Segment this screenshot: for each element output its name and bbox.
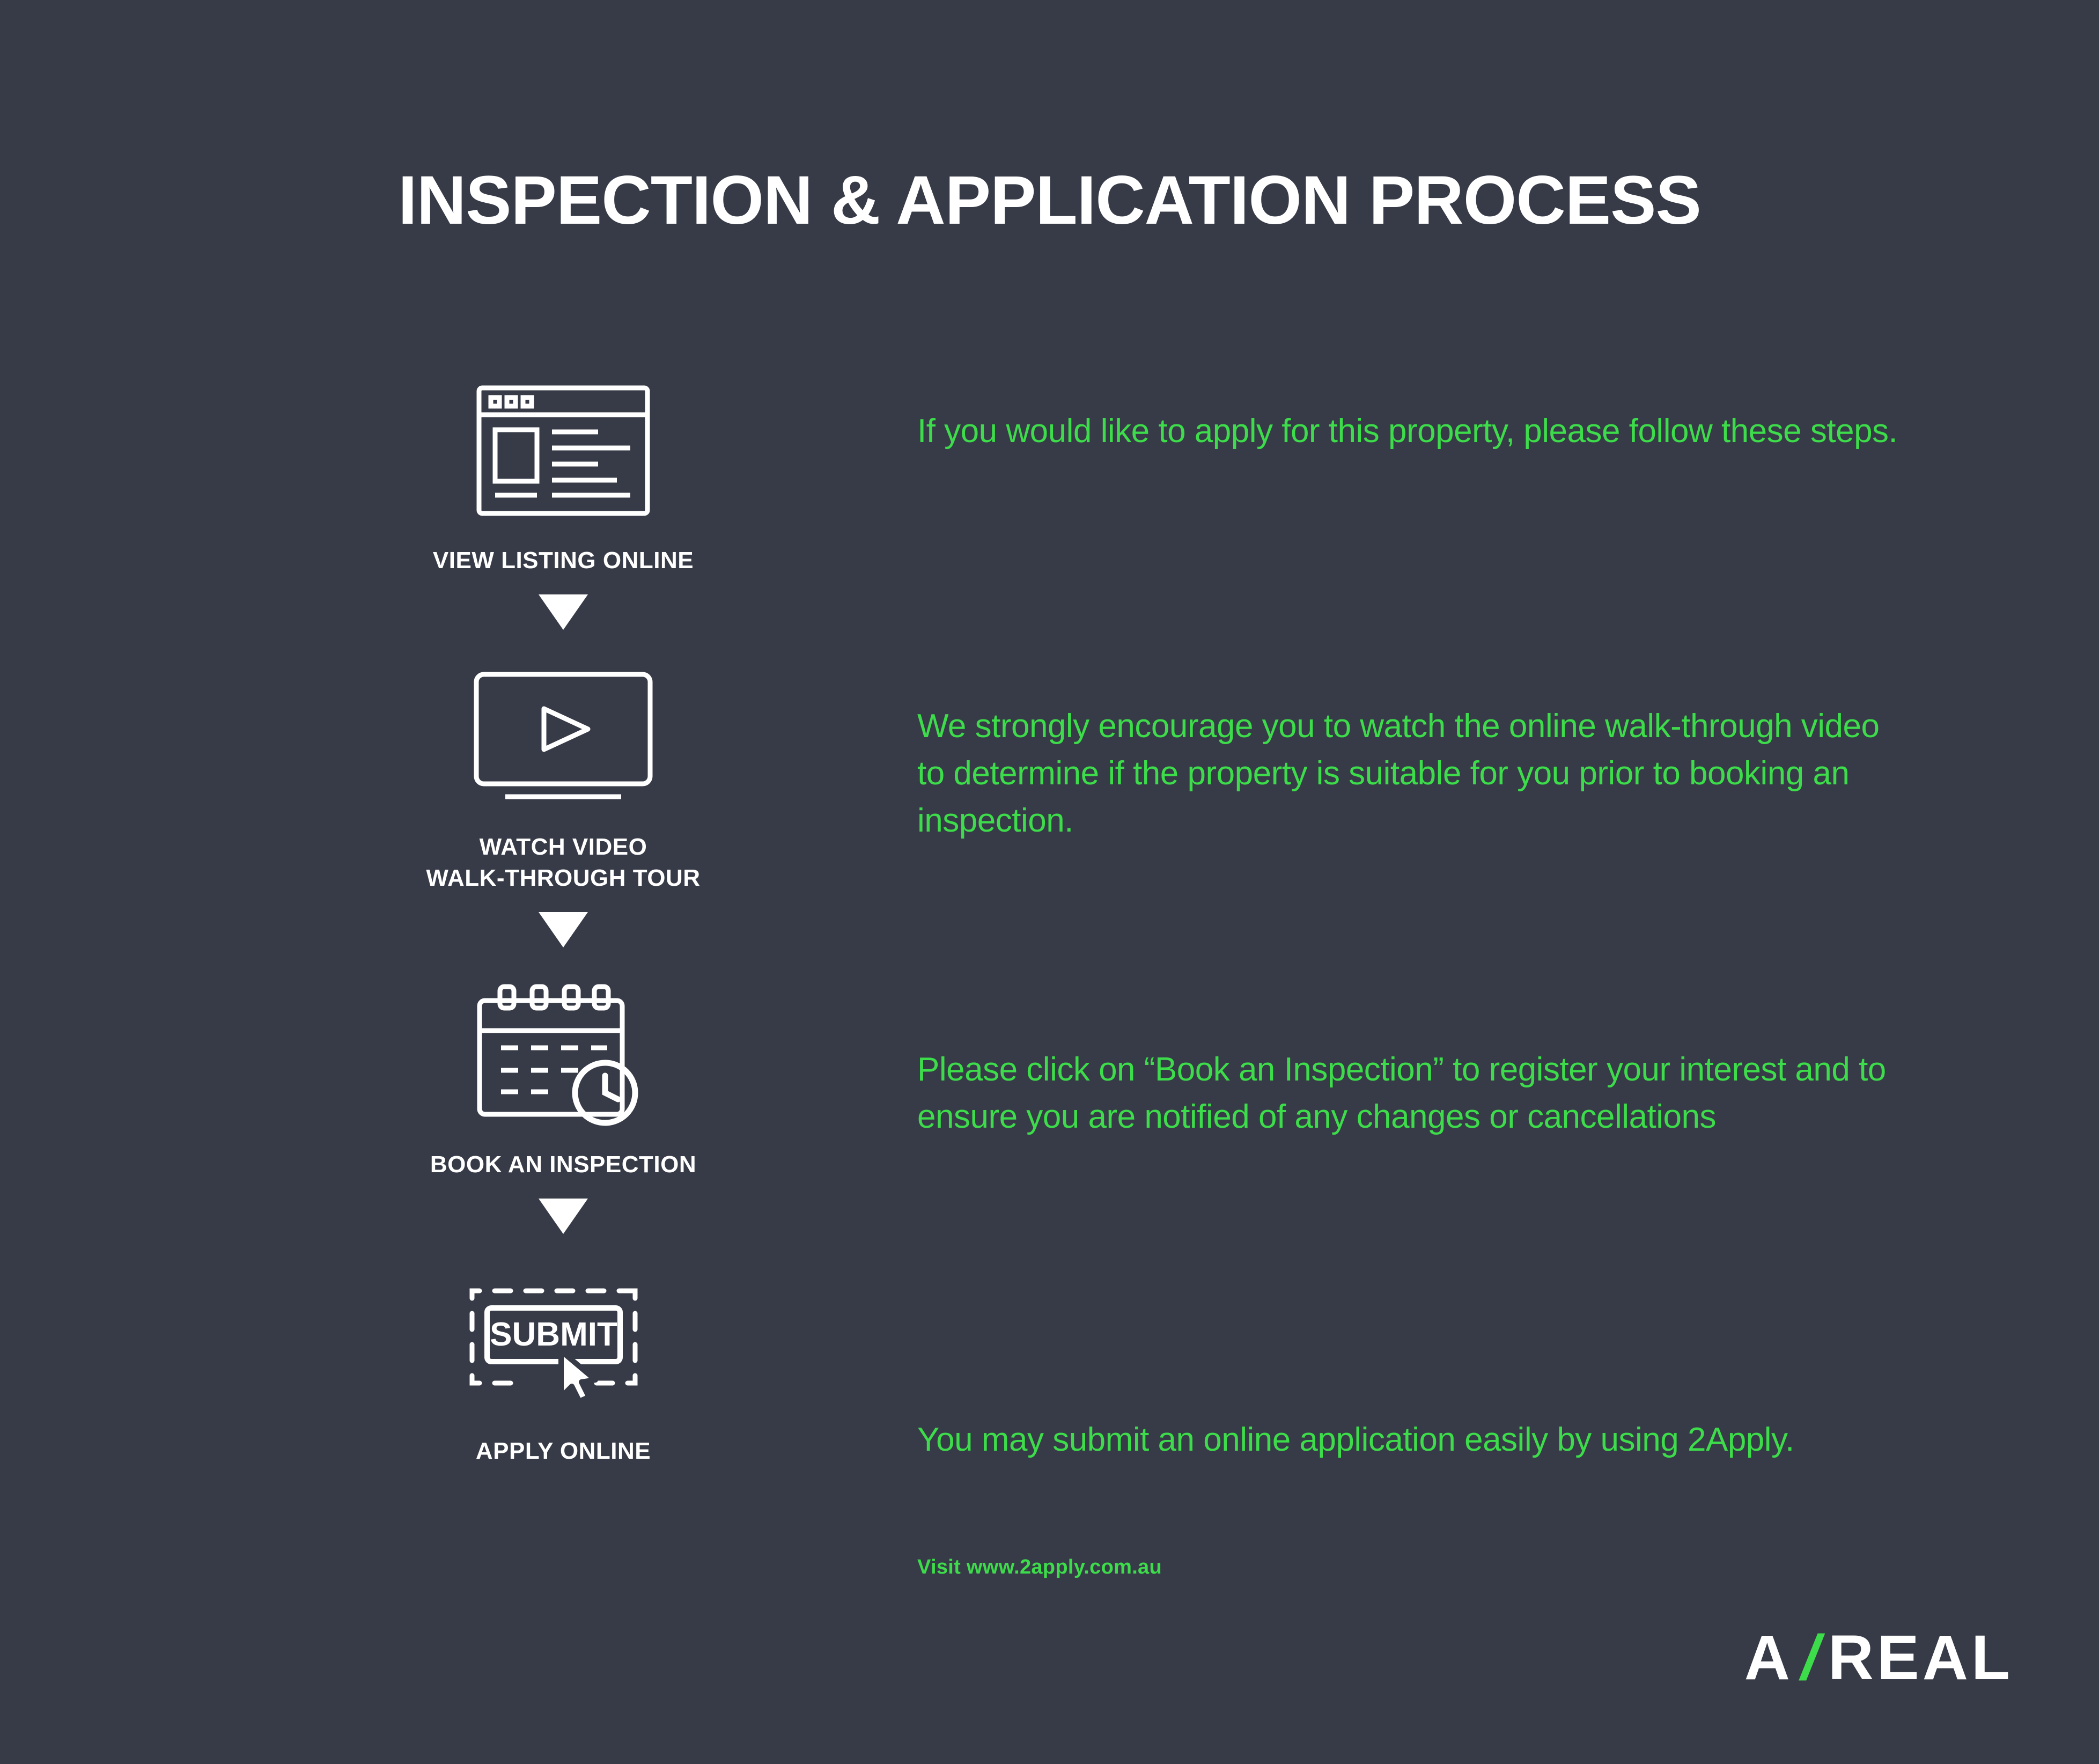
logo-letter-a: A (1744, 1622, 1793, 1693)
step-description-apply-online: You may submit an online application easily by using 2Apply. (917, 1421, 1794, 1458)
step-label: APPLY ONLINE (475, 1438, 651, 1465)
process-flow (397, 359, 730, 1467)
step-label-line1: WATCH VIDEO (479, 834, 647, 861)
step-description-book-inspection: Please click on “Book an Inspection” to register your interest and to ensure you are notified of any changes or cancellations (917, 1051, 1886, 1136)
brand-logo (1744, 1621, 2013, 1694)
svg-text:SUBMIT: SUBMIT (490, 1316, 617, 1354)
step-label (426, 832, 700, 894)
step-description-watch-video: We strongly encourage you to watch the online walk-through video to determine if the property is suitable for you prior to booking an inspection. (917, 708, 1880, 840)
step-label-line2: WALK-THROUGH TOUR (426, 865, 701, 892)
step-apply-online (397, 1250, 730, 1467)
submit-button-cursor-icon (456, 1250, 671, 1432)
calendar-clock-icon (456, 964, 671, 1146)
logo-word-real: REAL (1828, 1622, 2013, 1693)
flow-arrow-icon (539, 1199, 588, 1234)
page-title: INSPECTION & APPLICATION PROCESS (398, 162, 1701, 239)
flow-arrow-icon (539, 912, 588, 947)
flow-arrow-icon (539, 594, 588, 630)
step-label: VIEW LISTING ONLINE (432, 547, 694, 574)
video-play-monitor-icon (456, 646, 671, 828)
step-watch-video (397, 646, 730, 894)
step-view-listing-online (397, 359, 730, 576)
step-description-view-listing: If you would like to apply for this property, please follow these steps. (917, 413, 1898, 450)
listing-window-icon (456, 359, 671, 542)
logo-slash-icon: / (1795, 1622, 1828, 1693)
visit-link[interactable]: Visit www.2apply.com.au (917, 1556, 1162, 1578)
step-book-an-inspection (397, 964, 730, 1180)
step-label: BOOK AN INSPECTION (430, 1151, 697, 1178)
